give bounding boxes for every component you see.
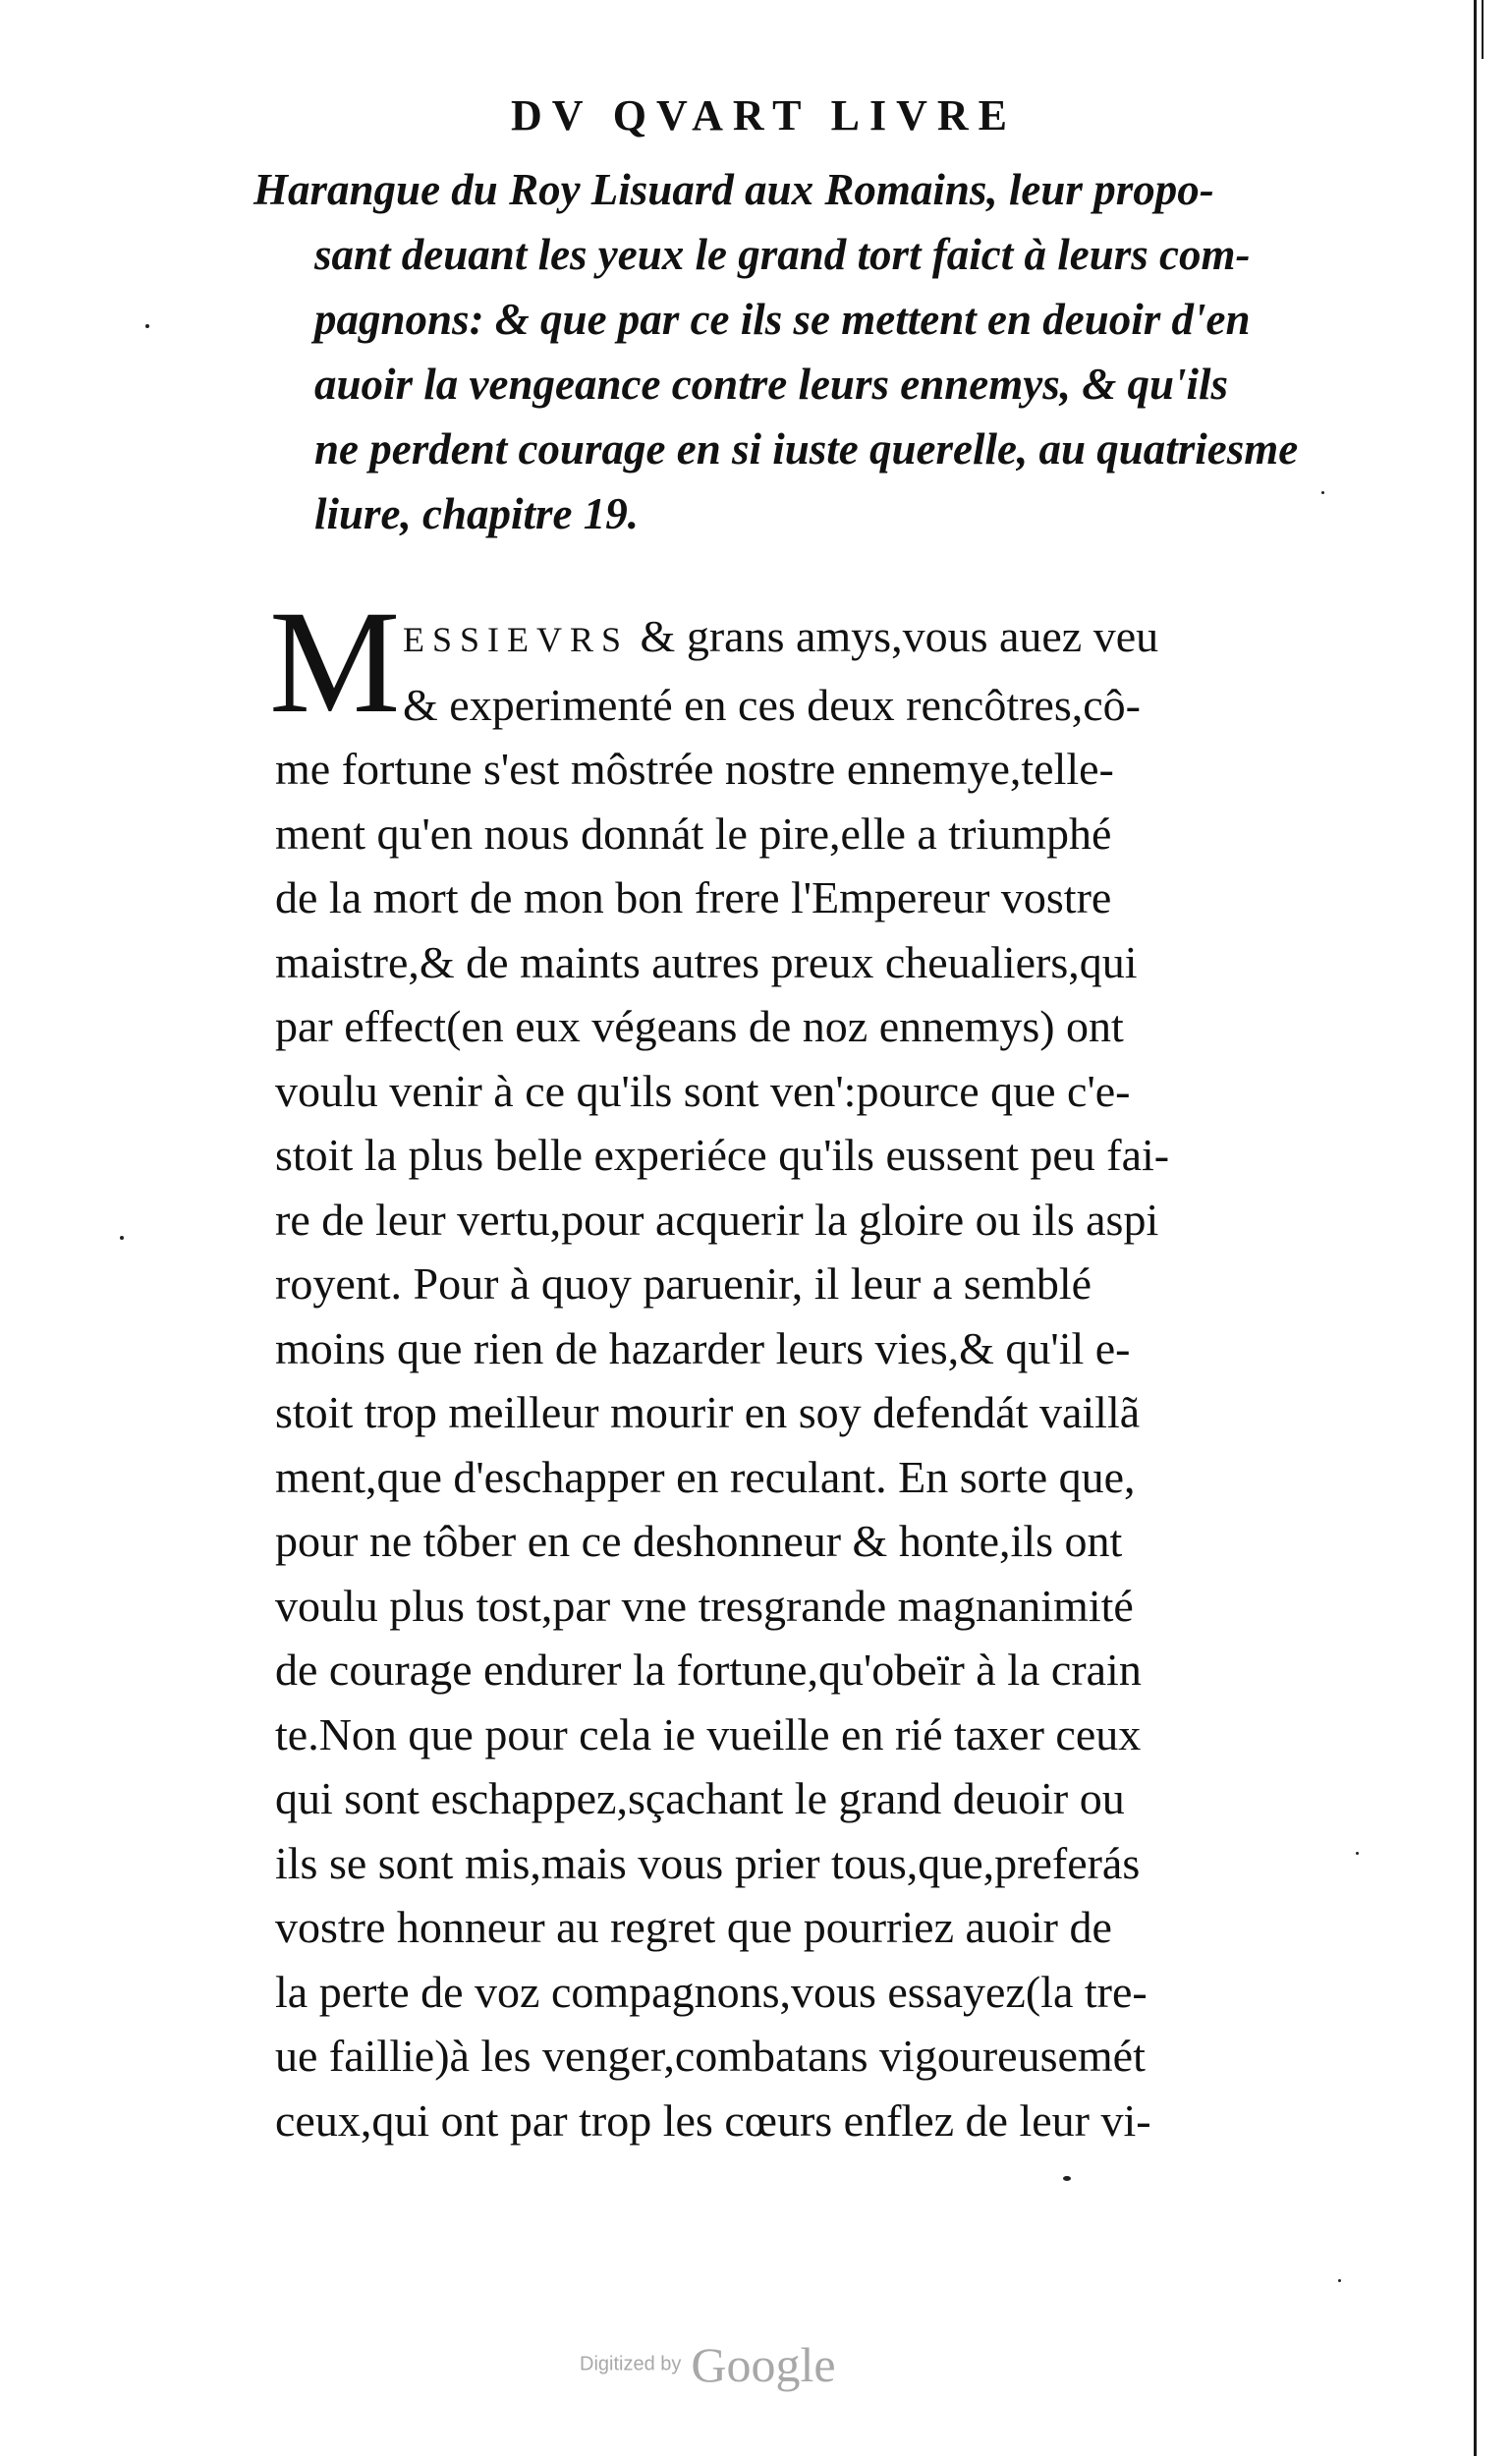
body-line: ue faillie)à les venger,combatans vigoureusemét <box>275 2031 1146 2081</box>
body-line: par effect(en eux végeans de noz ennemys) ont <box>275 1001 1124 1051</box>
heading-line: pagnons: & que par ce ils se mettent en deuoir d'en <box>314 295 1251 344</box>
body-text <box>269 581 1375 2152</box>
heading-line: ne perdent courage en si iuste querelle, au quatriesme <box>314 424 1299 474</box>
body-line: royent. Pour à quoy paruenir, il leur a semblé <box>275 1258 1092 1309</box>
body-line: pour ne tôber en ce deshonneur & honte,ils ont <box>275 1516 1123 1566</box>
body-line: ment qu'en nous donnát le pire,elle a triumphé <box>275 808 1112 859</box>
heading-line: sant deuant les yeux le grand tort faict à leurs com- <box>314 230 1251 279</box>
small-caps-word: ESSIEVRS <box>403 620 630 659</box>
body-line: ceux,qui ont par trop les cœurs enflez de leur vi- <box>275 2094 1151 2146</box>
ink-speck <box>1063 2176 1071 2181</box>
running-head: DV QVART LIVRE <box>511 91 1018 140</box>
digitized-watermark <box>580 2336 836 2393</box>
body-line: stoit la plus belle experiéce qu'ils eussent peu fai- <box>275 1130 1170 1180</box>
body-line: me fortune s'est môstrée nostre ennemye,telle- <box>275 744 1114 794</box>
heading-line: auoir la vengeance contre leurs ennemys, & qu'ils <box>314 360 1229 409</box>
ink-speck <box>1321 491 1324 494</box>
body-line: moins que rien de hazarder leurs vies,& qu'il e- <box>275 1322 1131 1373</box>
body-line: voulu plus tost,par vne tresgrande magnanimité <box>275 1580 1134 1631</box>
body-line: re de leur vertu,pour acquerir la gloire ou ils aspi <box>275 1194 1159 1245</box>
chapter-heading <box>253 157 1354 546</box>
body-line: ils se sont mis,mais vous prier tous,que,preferás <box>275 1837 1141 1888</box>
ink-speck <box>1338 2279 1341 2282</box>
body-line-rest: & grans amys,vous auez veu <box>629 611 1159 661</box>
ink-speck <box>120 1236 124 1240</box>
ink-speck <box>145 324 149 328</box>
digitized-by-label: Digitized by <box>580 2353 682 2375</box>
google-logo: Google <box>691 2337 836 2392</box>
heading-line: Harangue du Roy Lisuard aux Romains, leur propo- <box>253 165 1214 214</box>
body-line: de la mort de mon bon frere l'Empereur vostre <box>275 872 1112 922</box>
body-line: stoit trop meilleur mourir en soy defendát vaillã <box>275 1387 1141 1437</box>
body-line: & experimenté en ces deux rencôtres,cô- <box>403 679 1141 730</box>
body-line: vostre honneur au regret que pourriez auoir de <box>275 1902 1112 1952</box>
body-line: ment,que d'eschapper en reculant. En sorte que, <box>275 1451 1136 1502</box>
page-edge-line <box>1474 0 1477 2456</box>
body-line: la perte de voz compagnons,vous essayez(la tre- <box>275 1966 1148 2017</box>
body-line: te.Non que pour cela ie vueille en rié taxer ceux <box>275 1708 1142 1759</box>
body-line: maistre,& de maints autres preux cheualiers,qui <box>275 936 1138 987</box>
page-edge-mark <box>1482 0 1484 59</box>
body-line: qui sont eschappez,sçachant le grand deuoir ou <box>275 1773 1125 1823</box>
ink-speck <box>1356 1852 1359 1855</box>
body-line: de courage endurer la fortune,qu'obeïr à la crain <box>275 1645 1142 1695</box>
heading-line: liure, chapitre 19. <box>314 489 640 538</box>
body-line <box>275 604 1375 673</box>
drop-cap: M <box>269 581 401 744</box>
body-line: voulu venir à ce qu'ils sont ven':pource que c'e- <box>275 1065 1131 1116</box>
